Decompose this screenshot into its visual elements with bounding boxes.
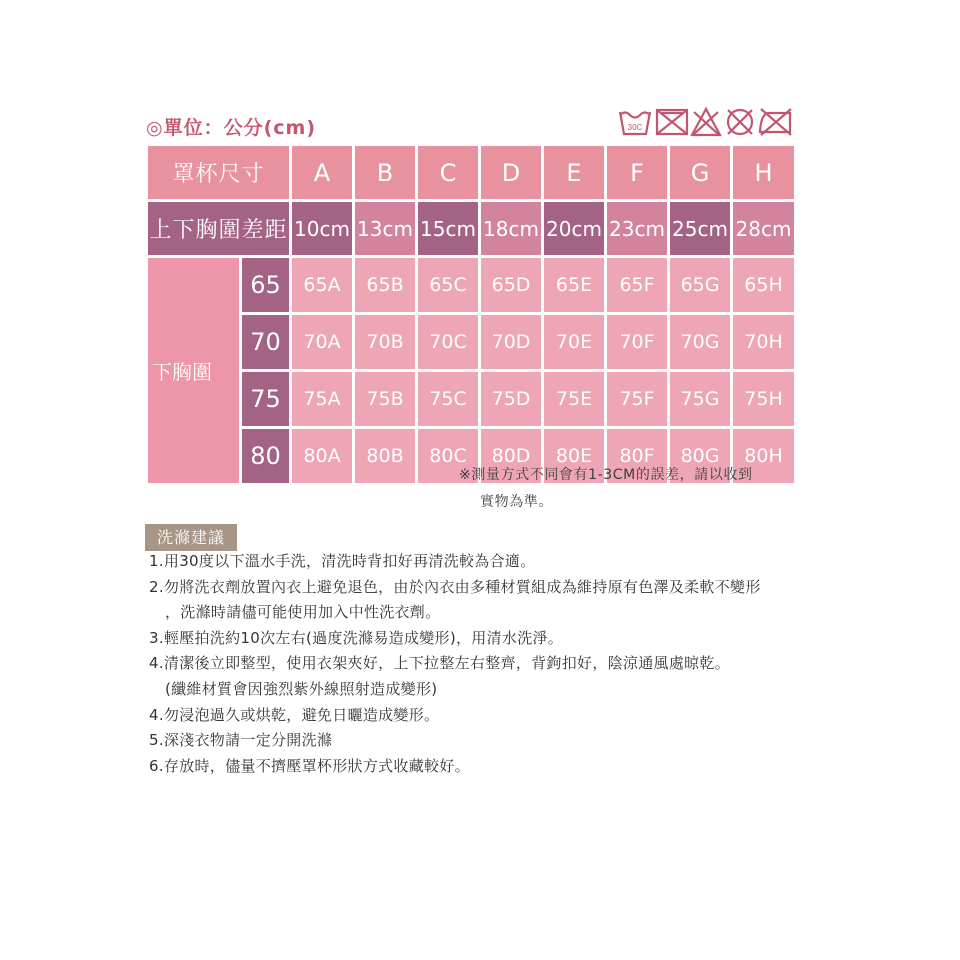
- no-iron-icon: [760, 109, 791, 135]
- wash-item: 4.勿浸泡過久或烘乾，避免日曬造成變形。: [149, 705, 440, 724]
- diff-cell: 13cm: [354, 201, 417, 257]
- cup-h-header: H: [732, 145, 796, 201]
- note-line: 實物為準。: [480, 494, 553, 510]
- cup-b-header: B: [354, 145, 417, 201]
- size-cell: 80F: [606, 428, 669, 485]
- size-cell: 70C: [417, 314, 480, 371]
- size-cell: 70F: [606, 314, 669, 371]
- size-cell: 65E: [543, 257, 606, 314]
- size-cell: 70G: [669, 314, 732, 371]
- bust-difference-label: 上下胸圍差距: [147, 201, 291, 257]
- wash-temp-text: 30C: [627, 123, 643, 132]
- no-tumble-dry-icon: [657, 110, 687, 134]
- size-cell: 70B: [354, 314, 417, 371]
- wash-item: 5.深淺衣物請一定分開洗滌: [149, 731, 333, 750]
- size-cell: 75A: [291, 371, 354, 428]
- no-dry-clean-icon: [728, 110, 752, 134]
- wash-item: 1.用30度以下溫水手洗，清洗時背扣好再清洗較為合適。: [149, 552, 536, 570]
- size-cell: 75B: [354, 371, 417, 428]
- size-cell: 65B: [354, 257, 417, 314]
- size-cell: 80A: [291, 428, 354, 485]
- wash-item: (纖維材質會因強烈紫外線照射造成變形): [165, 679, 438, 698]
- diff-cell: 28cm: [732, 201, 796, 257]
- size-cell: 80D: [480, 428, 543, 485]
- no-bleach-icon: [692, 109, 720, 135]
- care-icons: [617, 104, 793, 138]
- cup-f-header: F: [606, 145, 669, 201]
- size-row: [147, 257, 796, 314]
- diff-cell: 25cm: [669, 201, 732, 257]
- size-row: [147, 314, 796, 371]
- wash-item: 3.輕壓拍洗約10次左右(過度洗滌易造成變形)，用清水洗淨。: [149, 628, 564, 647]
- wash-item: 2.勿將洗衣劑放置內衣上避免退色，由於內衣由多種材質組成為維持原有色澤及柔軟不變形: [149, 577, 761, 596]
- diff-cell: 15cm: [417, 201, 480, 257]
- size-cell: 75F: [606, 371, 669, 428]
- note-line: ※測量方式不同會有1-3CM的誤差，請以收到: [459, 467, 753, 483]
- cup-a-header: A: [291, 145, 354, 201]
- wash-item: 4.清潔後立即整型，使用衣架夾好，上下拉整左右整齊，背鉤扣好，陰涼通風處晾乾。: [149, 654, 731, 673]
- diff-cell: 10cm: [291, 201, 354, 257]
- band-size: 80: [241, 428, 291, 485]
- band-size: 75: [241, 371, 291, 428]
- size-cell: 80E: [543, 428, 606, 485]
- size-cell: 65G: [669, 257, 732, 314]
- measurement-note: [459, 462, 794, 516]
- cup-g-header: G: [669, 145, 732, 201]
- size-cell: 65C: [417, 257, 480, 314]
- size-cell: 75C: [417, 371, 480, 428]
- diff-cell: 23cm: [606, 201, 669, 257]
- wash-item: 6.存放時，儘量不擠壓罩杯形狀方式收藏較好。: [149, 756, 470, 775]
- size-cell: 80H: [732, 428, 796, 485]
- cup-e-header: E: [543, 145, 606, 201]
- diff-cell: 18cm: [480, 201, 543, 257]
- size-cell: 75G: [669, 371, 732, 428]
- size-cell: 70H: [732, 314, 796, 371]
- size-row: [147, 371, 796, 428]
- size-cell: 80G: [669, 428, 732, 485]
- size-cell: 80C: [417, 428, 480, 485]
- size-cell: 75D: [480, 371, 543, 428]
- cup-header-row: [147, 145, 796, 201]
- wash-instructions-list: [149, 549, 829, 779]
- cup-c-header: C: [417, 145, 480, 201]
- wash-30-icon: [620, 112, 650, 134]
- unit-label: ◎單位：公分(cm): [146, 117, 317, 139]
- size-cell: 65A: [291, 257, 354, 314]
- size-chart-table: [145, 143, 797, 486]
- diff-cell: 20cm: [543, 201, 606, 257]
- size-cell: 75H: [732, 371, 796, 428]
- band-size: 65: [241, 257, 291, 314]
- size-cell: 70A: [291, 314, 354, 371]
- size-cell: 75E: [543, 371, 606, 428]
- wash-item: ，洗滌時請儘可能使用加入中性洗衣劑。: [165, 603, 441, 622]
- size-cell: 65F: [606, 257, 669, 314]
- underbust-label: 下胸圍: [147, 257, 241, 485]
- size-cell: 65D: [480, 257, 543, 314]
- cup-size-label: 罩杯尺寸: [147, 145, 291, 201]
- size-cell: 70E: [543, 314, 606, 371]
- size-cell: 70D: [480, 314, 543, 371]
- bust-difference-row: [147, 201, 796, 257]
- wash-section-title: 洗滌建議: [145, 524, 237, 551]
- size-cell: 80B: [354, 428, 417, 485]
- size-cell: 65H: [732, 257, 796, 314]
- cup-d-header: D: [480, 145, 543, 201]
- band-size: 70: [241, 314, 291, 371]
